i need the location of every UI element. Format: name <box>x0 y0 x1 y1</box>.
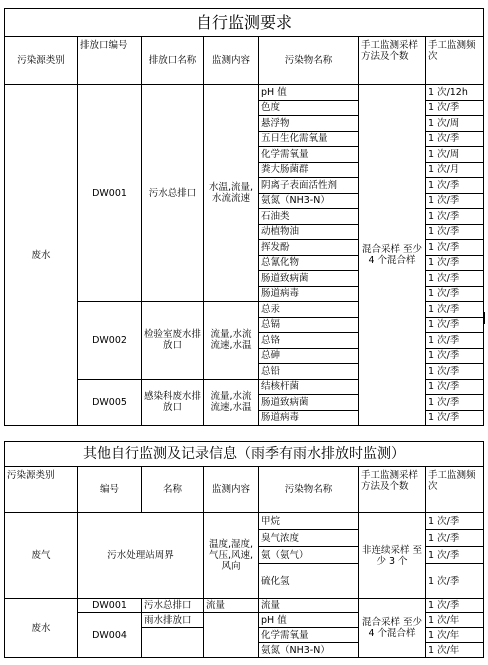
header-outlet-code: 排放口编号 <box>78 37 142 85</box>
pollutant-cell: pH 值 <box>259 613 359 628</box>
frequency-cell: 1 次/季 <box>426 302 484 318</box>
frequency-cell: 1 次/季 <box>426 131 484 147</box>
header-outlet-name: 排放口名称 <box>142 37 204 85</box>
monitor-content-cell: 流量,水流流速,水温 <box>204 379 259 426</box>
frequency-cell: 1 次/季 <box>426 240 484 256</box>
outlet-name-cell: 污水总排口 <box>142 599 204 613</box>
frequency-cell: 1 次/季 <box>426 348 484 364</box>
frequency-cell: 1 次/季 <box>426 379 484 395</box>
sampling-method-cell: 非连续采样 至少 3 个 <box>359 513 426 599</box>
monitor-content-cell: 流量 <box>204 599 259 613</box>
outlet-name-cell: 雨水排放口 <box>142 613 204 628</box>
monitor-content-cell <box>204 613 259 658</box>
pollutant-cell: 总镉 <box>259 317 359 333</box>
pollutant-cell: 总砷 <box>259 348 359 364</box>
header-frequency: 手工监测频次 <box>426 467 484 513</box>
frequency-cell: 1 次/季 <box>426 271 484 287</box>
pollutant-cell: 氨（氨气） <box>259 547 359 564</box>
frequency-cell: 1 次/季 <box>426 564 484 599</box>
monitor-content-cell: 温度,湿度,气压,风速,风向 <box>204 513 259 599</box>
frequency-cell: 1 次/季 <box>426 255 484 271</box>
header-name: 名称 <box>142 467 204 513</box>
pollutant-cell: 总铬 <box>259 333 359 349</box>
frequency-cell: 1 次/季 <box>426 193 484 209</box>
outlet-code-cell: DW001 <box>78 599 142 613</box>
frequency-cell: 1 次/季 <box>426 410 484 426</box>
pollutant-cell: 总氰化物 <box>259 255 359 271</box>
section-title: 其他自行监测及记录信息（雨季有雨水排放时监测） <box>5 442 484 467</box>
frequency-cell: 1 次/季 <box>426 100 484 116</box>
pollutant-cell: 化学需氧量 <box>259 628 359 643</box>
frequency-cell: 1 次/季 <box>426 513 484 530</box>
source-type-cell: 废气 <box>5 513 78 599</box>
outlet-name-cell: 感染科废水排放口 <box>142 379 204 426</box>
outlet-name-cell: 污水总排口 <box>142 85 204 302</box>
monitor-content-cell: 水温,流量,水流流速 <box>204 85 259 302</box>
frequency-cell: 1 次/季 <box>426 530 484 547</box>
table-row <box>5 599 484 613</box>
outlet-code-cell: DW005 <box>78 379 142 426</box>
pollutant-cell: 硫化氢 <box>259 564 359 599</box>
outlet-name-cell <box>142 628 204 658</box>
header-monitor-content: 监测内容 <box>204 37 259 85</box>
header-sampling-method: 手工监测采样方法及个数 <box>359 467 426 513</box>
table-row <box>5 513 484 530</box>
self-monitoring-table <box>4 8 484 426</box>
pollutant-cell: 氨氮（NH3-N） <box>259 643 359 658</box>
frequency-cell: 1 次/季 <box>426 317 484 333</box>
frequency-cell: 1 次/季 <box>426 209 484 225</box>
frequency-cell: 1 次/年 <box>426 628 484 643</box>
frequency-cell: 1 次/年 <box>426 643 484 658</box>
header-frequency: 手工监测频次 <box>426 37 484 85</box>
pollutant-cell: 阴离子表面活性剂 <box>259 178 359 194</box>
pollutant-cell: 肠道病毒 <box>259 410 359 426</box>
pollutant-cell: 石油类 <box>259 209 359 225</box>
source-type-cell: 废水 <box>5 599 78 658</box>
pollutant-cell: 总铅 <box>259 364 359 380</box>
header-code: 编号 <box>78 467 142 513</box>
pollutant-cell: 结核杆菌 <box>259 379 359 395</box>
frequency-cell: 1 次/月 <box>426 162 484 178</box>
sampling-method-cell: 混合采样 至少 4 个混合样 <box>359 85 426 426</box>
header-monitor-content: 监测内容 <box>204 467 259 513</box>
pollutant-cell: 五日生化需氧量 <box>259 131 359 147</box>
frequency-cell: 1 次/季 <box>426 599 484 613</box>
frequency-cell: 1 次/周 <box>426 116 484 132</box>
source-type-cell: 废水 <box>5 85 78 426</box>
header-source-type: 污染源类别 <box>5 467 78 513</box>
header-sampling-method: 手工监测采样方法及个数 <box>359 37 426 85</box>
other-monitoring-table <box>4 441 484 658</box>
frequency-cell: 1 次/12h <box>426 85 484 101</box>
pollutant-cell: 挥发酚 <box>259 240 359 256</box>
pollutant-cell: 粪大肠菌群 <box>259 162 359 178</box>
outlet-code-cell: DW002 <box>78 302 142 380</box>
frequency-cell: 1 次/季 <box>426 395 484 411</box>
outlet-name-cell: 检验室废水排放口 <box>142 302 204 380</box>
pollutant-cell: 臭气浓度 <box>259 530 359 547</box>
location-name-cell: 污水处理站周界 <box>78 513 204 599</box>
pollutant-cell: 肠道致病菌 <box>259 271 359 287</box>
frequency-cell: 1 次/周 <box>426 147 484 163</box>
frequency-cell: 1 次/季 <box>426 333 484 349</box>
pollutant-cell: pH 值 <box>259 85 359 101</box>
header-source-type: 污染源类别 <box>5 37 78 85</box>
section-title: 自行监测要求 <box>5 9 484 37</box>
header-pollutant: 污染物名称 <box>259 467 359 513</box>
outlet-code-cell: DW001 <box>78 85 142 302</box>
frequency-cell: 1 次/季 <box>426 224 484 240</box>
pollutant-cell: 悬浮物 <box>259 116 359 132</box>
monitor-content-cell: 流量,水流流速,水温 <box>204 302 259 380</box>
frequency-cell: 1 次/季 <box>426 178 484 194</box>
table-row <box>5 85 484 101</box>
page-edge-mark <box>484 312 485 324</box>
pollutant-cell: 色度 <box>259 100 359 116</box>
pollutant-cell: 氨氮（NH3-N） <box>259 193 359 209</box>
pollutant-cell: 肠道致病菌 <box>259 395 359 411</box>
frequency-cell: 1 次/年 <box>426 613 484 628</box>
frequency-cell: 1 次/季 <box>426 547 484 564</box>
frequency-cell: 1 次/季 <box>426 286 484 302</box>
frequency-cell: 1 次/季 <box>426 364 484 380</box>
outlet-code-cell: DW004 <box>78 613 142 658</box>
pollutant-cell: 甲烷 <box>259 513 359 530</box>
pollutant-cell: 动植物油 <box>259 224 359 240</box>
pollutant-cell: 流量 <box>259 599 359 613</box>
pollutant-cell: 化学需氧量 <box>259 147 359 163</box>
pollutant-cell: 肠道病毒 <box>259 286 359 302</box>
sampling-method-cell: 混合采样 至少 4 个混合样 <box>359 599 426 658</box>
header-pollutant: 污染物名称 <box>259 37 359 85</box>
pollutant-cell: 总汞 <box>259 302 359 318</box>
